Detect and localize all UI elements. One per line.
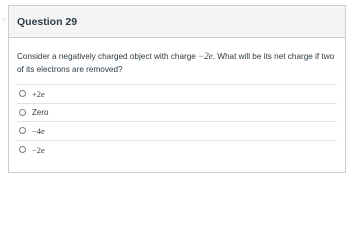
answer-option[interactable] bbox=[17, 141, 337, 160]
radio-button[interactable] bbox=[19, 146, 26, 153]
page-edge-mark: < bbox=[2, 17, 7, 24]
answer-label[interactable]: +2e bbox=[32, 88, 45, 99]
prompt-charge: −2e bbox=[198, 51, 213, 61]
radio-button[interactable] bbox=[19, 127, 26, 134]
question-header bbox=[9, 6, 345, 38]
radio-button[interactable] bbox=[19, 109, 26, 116]
question-prompt bbox=[17, 50, 337, 76]
question-title: Question 29 bbox=[17, 15, 78, 28]
prompt-text-end: . What will be its net charge if two of its electrons are removed? bbox=[17, 52, 335, 74]
answer-option[interactable] bbox=[17, 122, 337, 141]
answer-label[interactable]: −4e bbox=[32, 125, 45, 136]
question-card bbox=[8, 5, 346, 173]
radio-button[interactable] bbox=[19, 90, 26, 97]
answer-label[interactable]: −2e bbox=[32, 144, 45, 155]
answer-option[interactable] bbox=[17, 85, 337, 104]
question-body bbox=[9, 38, 345, 159]
answer-option[interactable] bbox=[17, 104, 337, 123]
prompt-text-start: Consider a negatively charged object with charge bbox=[17, 52, 199, 61]
answer-list bbox=[17, 84, 337, 159]
answer-label[interactable]: Zero bbox=[32, 107, 49, 117]
